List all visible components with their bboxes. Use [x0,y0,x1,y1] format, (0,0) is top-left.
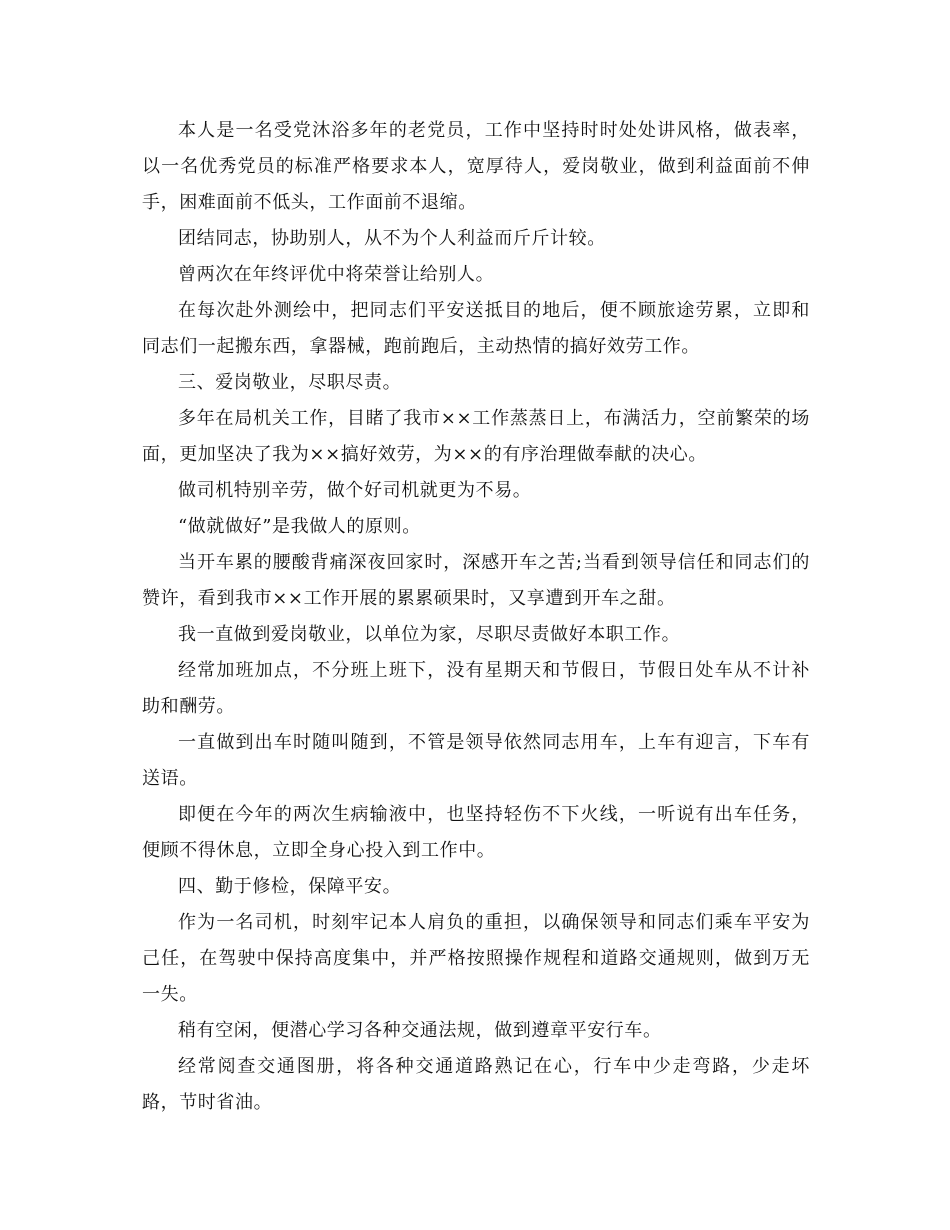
paragraph-7: “做就做好”是我做人的原则。 [178,516,421,537]
paragraph-14: 稍有空闲，便潜心学习各种交通法规，做到遵章平安行车。 [178,1020,662,1041]
paragraph-8: 当开车累的腰酸背痛深夜回家时，深感开车之苦;当看到领导信任和同志们的赞许，看到我市××工作开展的累累硕果时，又享遭到开车之甜。 [142,552,810,609]
section-heading-3: 三、爱岗敬业，尽职尽责。 [178,372,402,393]
paragraph-11: 一直做到出车时随叫随到，不管是领导依然同志用车，上车有迎言，下车有送语。 [142,732,810,789]
paragraph-5: 多年在局机关工作，目睹了我市××工作蒸蒸日上，布满活力，空前繁荣的场面，更加坚决了我为××搞好效劳，为××的有序治理做奉献的决心。 [142,408,810,465]
paragraph-13: 作为一名司机，时刻牢记本人肩负的重担，以确保领导和同志们乘车平安为己任，在驾驶中保持高度集中，并严格按照操作规程和道路交通规则，做到万无一失。 [142,912,810,1005]
paragraph-9: 我一直做到爱岗敬业，以单位为家，尽职尽责做好本职工作。 [178,624,681,645]
paragraph-12: 即便在今年的两次生病输液中，也坚持轻伤不下火线，一听说有出车任务，便顾不得休息，立即全身心投入到工作中。 [142,804,810,861]
paragraph-10: 经常加班加点，不分班上班下，没有星期天和节假日，节假日处车从不计补助和酬劳。 [142,660,810,717]
document-body [142,113,810,1121]
paragraph-4: 在每次赴外测绘中，把同志们平安送抵目的地后，便不顾旅途劳累，立即和同志们一起搬东西，拿器械，跑前跑后，主动热情的搞好效劳工作。 [142,300,810,357]
paragraph-2: 团结同志，协助别人，从不为个人利益而斤斤计较。 [178,228,606,249]
section-heading-4: 四、勤于修检，保障平安。 [178,876,402,897]
paragraph-3: 曾两次在年终评优中将荣誉让给别人。 [178,264,495,285]
paragraph-1: 本人是一名受党沐浴多年的老党员，工作中坚持时时处处讲风格，做表率，以一名优秀党员的标准严格要求本人，宽厚待人，爱岗敬业，做到利益面前不伸手，困难面前不低头，工作面前不退缩。 [142,120,810,213]
paragraph-15: 经常阅查交通图册，将各种交通道路熟记在心，行车中少走弯路，少走坏路，节时省油。 [142,1056,810,1113]
paragraph-6: 做司机特别辛劳，做个好司机就更为不易。 [178,480,532,501]
